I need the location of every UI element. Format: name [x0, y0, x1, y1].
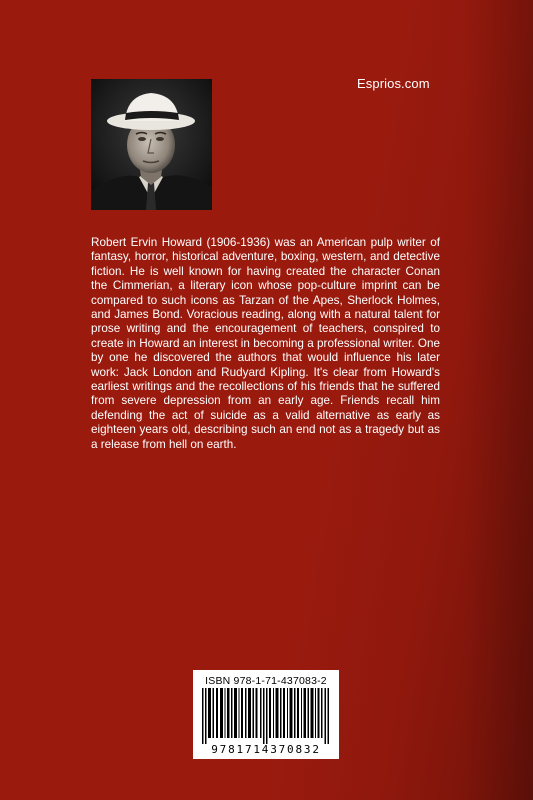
isbn-barcode	[193, 670, 339, 759]
barcode-digits: 9781714370832	[211, 743, 321, 756]
author-biography: Robert Ervin Howard (1906-1936) was an American pulp writer of fantasy, horror, historical adventure, boxing, western, and detective fiction. He is well known for having created the character Conan the Cimmerian, a literary icon whose pop-culture imprint can be compared to such icons as Tarzan of the Apes, Sherlock Holmes, and James Bond. Voracious reading, along with a natural talent for prose writing and the encouragement of teachers, conspired to create in Howard an interest in becoming a professional writer. One by one he discovered the authors that would influence his later work: Jack London and Rudyard Kipling. It's clear from Howard's earliest writings and the recollections of his friends that he suffered from severe depression from an early age. Friends recall him defending the act of suicide as a valid alternative as early as eighteen years old, describing such an end not as a tragedy but as a release from hell on earth.	[91, 236, 440, 451]
isbn-label: ISBN 978-1-71-437083-2	[205, 675, 327, 687]
author-portrait	[91, 79, 212, 210]
publisher-name: Esprios.com	[357, 76, 430, 91]
barcode-bars	[202, 688, 330, 744]
